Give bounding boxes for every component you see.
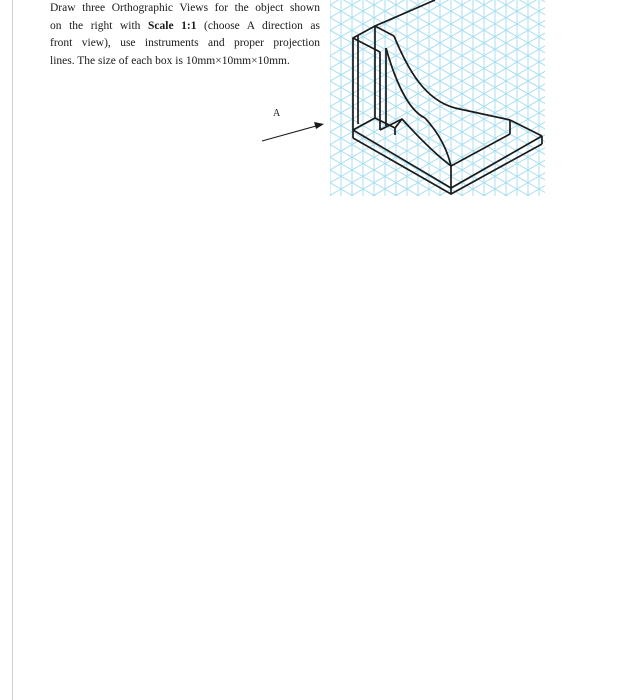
instruction-line-3: front view), use instruments and proper projection [50,37,320,49]
grid-line [330,195,550,200]
isometric-grid [330,0,550,200]
direction-a-label: A [273,108,281,119]
direction-arrow [262,122,324,141]
isometric-object [353,0,542,194]
isometric-figure [250,0,550,200]
instruction-line-1: Draw three Orthographic Views for the object shown [50,2,320,14]
instruction-line-4: lines. The size of each box is 10mm×10mm×10mm. [50,54,290,67]
instruction-line-2-pre: on the right with [50,19,148,32]
instruction-line-2-post: (choose A direction as [196,19,320,32]
scale-text: Scale 1:1 [148,19,197,32]
grid-line [330,195,550,200]
margin-rule [12,0,13,700]
